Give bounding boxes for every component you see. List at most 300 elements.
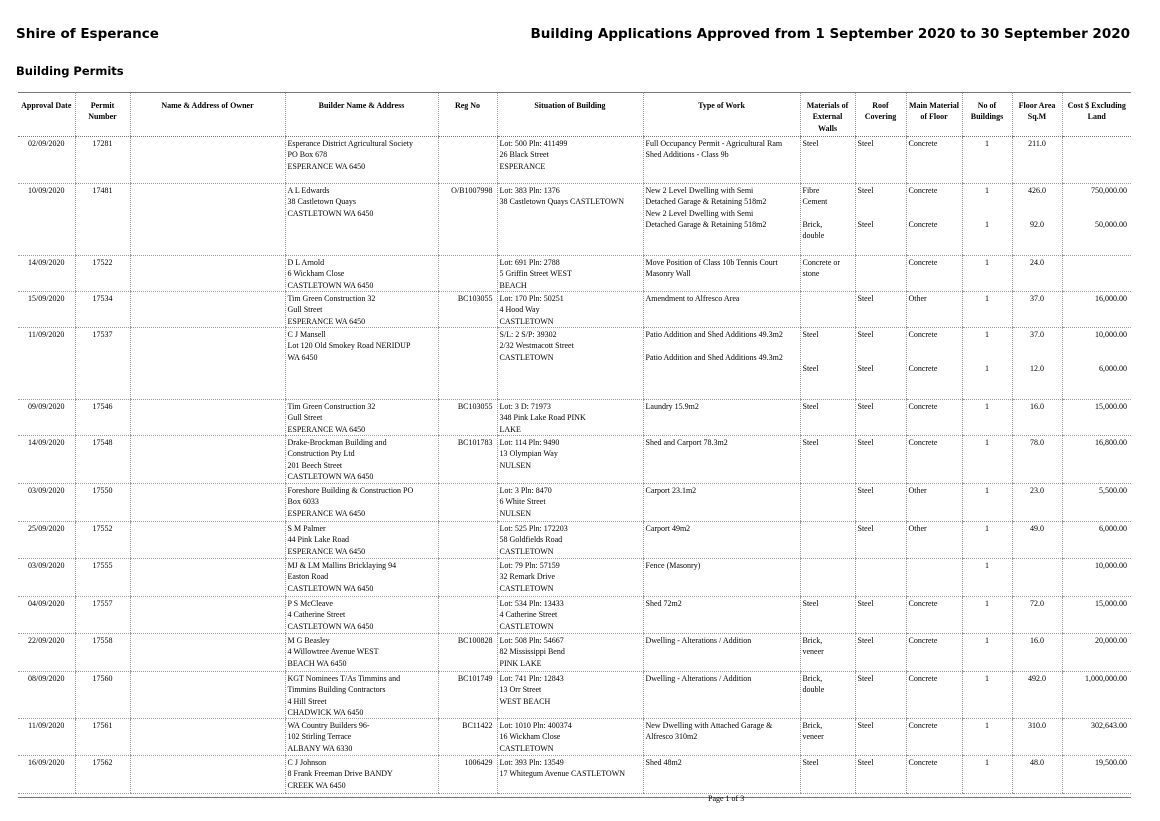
reg-cell: BC11422 — [438, 719, 497, 756]
work-cell — [643, 436, 800, 484]
situation-cell — [497, 719, 643, 756]
situation-cell — [497, 292, 643, 328]
builder-cell-line: BEACH WA 6450 — [287, 658, 347, 668]
floor-cell-line: Concrete — [908, 438, 938, 447]
owner-cell — [130, 256, 285, 292]
cost-cell-line: 1,000,000.00 — [1085, 674, 1127, 683]
situation-cell-line: 82 Mississippi Bend — [499, 647, 565, 657]
floor-cell-line: Concrete — [908, 139, 938, 148]
buildings-cell-line — [965, 352, 1010, 363]
cost-cell — [1062, 756, 1131, 794]
walls-cell — [800, 634, 855, 672]
buildings-cell-line: 1 — [985, 402, 989, 411]
reg-cell — [438, 559, 497, 597]
builder-cell-line: CASTLETOWN WA 6450 — [287, 583, 374, 593]
roof-cell — [855, 634, 906, 672]
builder-cell-line: CASTLETOWN WA 6450 — [287, 471, 374, 481]
table-row — [18, 634, 1131, 672]
col-header: Main Material of Floor — [906, 93, 962, 137]
floor-cell-line: Concrete — [908, 758, 938, 768]
floor-cell-line — [909, 208, 960, 219]
cost-cell-line: 5,500.00 — [1099, 486, 1127, 495]
area-cell-line: 37.0 — [1030, 294, 1044, 303]
situation-cell-line: ESPERANCE — [499, 161, 546, 171]
builder-cell-line: 44 Pink Lake Road — [287, 535, 350, 545]
date-cell: 15/09/2020 — [18, 292, 75, 328]
walls-cell-line: Fibre — [802, 186, 820, 195]
work-cell — [643, 522, 800, 559]
area-cell-line — [1015, 340, 1060, 351]
builder-cell-line: CASTLETOWN WA 6450 — [287, 621, 374, 631]
work-cell — [643, 137, 800, 184]
roof-cell-line: Steel — [857, 330, 874, 339]
owner-cell — [130, 672, 285, 719]
roof-cell — [855, 756, 906, 794]
date-cell: 25/09/2020 — [18, 522, 75, 559]
builder-cell-line: Easton Road — [287, 572, 329, 582]
cost-cell — [1062, 400, 1131, 436]
builder-cell-line: 6 Wickham Close — [287, 269, 345, 279]
buildings-cell-line: 1 — [985, 561, 989, 570]
work-cell-line: Laundry 15.9m2 — [645, 402, 699, 411]
table-row — [18, 484, 1131, 522]
builder-cell — [285, 292, 438, 328]
table-row — [18, 719, 1131, 756]
situation-cell-line: Lot: 114 Pln: 9490 — [499, 438, 560, 447]
builder-cell-line: Construction Pty Ltd — [287, 449, 355, 459]
builder-cell-line: Tim Green Construction 32 — [287, 402, 376, 411]
cost-cell-line — [1065, 340, 1128, 351]
cost-cell — [1062, 522, 1131, 559]
cost-cell-line: 50,000.00 — [1095, 219, 1127, 229]
buildings-cell — [962, 756, 1012, 794]
roof-cell-line — [858, 208, 904, 219]
roof-cell-line: Steel — [857, 721, 874, 731]
reg-cell — [438, 484, 497, 522]
floor-cell — [906, 597, 962, 634]
permits-table — [18, 92, 1131, 794]
situation-cell-line: 2/32 Westmacott Street — [499, 341, 574, 351]
work-cell — [643, 719, 800, 756]
buildings-cell-line: 1 — [985, 330, 989, 339]
situation-cell-line: S/L: 2 S/P: 39302 — [499, 330, 557, 339]
floor-cell-line: Concrete — [908, 402, 938, 411]
cost-cell-line: 6,000.00 — [1099, 524, 1127, 533]
owner-cell — [130, 484, 285, 522]
area-cell-line: 48.0 — [1030, 758, 1044, 768]
date-cell: 10/09/2020 — [18, 184, 75, 256]
date-cell: 11/09/2020 — [18, 719, 75, 756]
builder-cell — [285, 137, 438, 184]
buildings-cell-line: 1 — [985, 636, 989, 645]
area-cell — [1012, 597, 1062, 634]
roof-cell — [855, 719, 906, 756]
builder-cell — [285, 400, 438, 436]
col-header: Permit Number — [75, 93, 130, 137]
cost-cell-line: 10,000.00 — [1095, 561, 1127, 570]
buildings-cell-line — [965, 196, 1010, 207]
builder-cell-line: C J Mansell — [287, 330, 326, 339]
area-cell-line — [1015, 196, 1060, 207]
buildings-cell — [962, 559, 1012, 597]
work-cell-line: Shed and Carport 78.3m2 — [645, 438, 728, 447]
buildings-cell-line: 1 — [985, 758, 989, 768]
builder-cell-line: Box 6033 — [287, 497, 319, 507]
permit-cell: 17546 — [75, 400, 130, 436]
cost-cell-line: 6,000.00 — [1099, 363, 1127, 373]
builder-cell-line: S M Palmer — [287, 524, 326, 533]
situation-cell-line: 4 Catherine Street — [499, 610, 558, 620]
table-row — [18, 672, 1131, 719]
walls-cell — [800, 756, 855, 794]
roof-cell-line: Steel — [857, 674, 874, 683]
roof-cell — [855, 559, 906, 597]
table-row — [18, 522, 1131, 559]
walls-cell-line: double — [802, 231, 825, 241]
work-cell-line: Move Position of Class 10b Tennis Court — [645, 258, 778, 267]
builder-cell-line: CASTLETOWN WA 6450 — [287, 280, 374, 290]
floor-cell-line: Concrete — [908, 636, 938, 645]
buildings-cell-line: 1 — [985, 599, 989, 608]
area-cell-line — [1015, 560, 1060, 571]
area-cell — [1012, 484, 1062, 522]
walls-cell-line — [803, 208, 853, 219]
work-cell-line: New 2 Level Dwelling with Semi — [645, 186, 754, 195]
area-cell-line: 426.0 — [1028, 186, 1046, 195]
permit-cell: 17552 — [75, 522, 130, 559]
buildings-cell-line — [965, 208, 1010, 219]
permit-cell: 17550 — [75, 484, 130, 522]
area-cell — [1012, 672, 1062, 719]
buildings-cell-line: 1 — [985, 486, 989, 495]
cost-cell — [1062, 484, 1131, 522]
builder-cell-line: ESPERANCE WA 6450 — [287, 316, 366, 326]
area-cell-line: 24.0 — [1030, 258, 1044, 267]
cost-cell-line — [1065, 352, 1128, 363]
situation-cell-line: CASTLETOWN — [499, 583, 554, 593]
walls-cell — [800, 484, 855, 522]
cost-cell-line: 750,000.00 — [1091, 186, 1127, 195]
builder-cell-line: 4 Willowtree Avenue WEST — [287, 647, 379, 657]
area-cell-line: 49.0 — [1030, 524, 1044, 533]
roof-cell-line: Steel — [857, 758, 874, 768]
situation-cell-line: Lot: 525 Pln: 172203 — [499, 524, 568, 533]
work-cell-line: Patio Addition and Shed Additions 49.3m2 — [645, 330, 783, 339]
floor-cell-line: Concrete — [908, 258, 938, 267]
cost-cell-line: 10,000.00 — [1095, 330, 1127, 339]
walls-cell — [800, 522, 855, 559]
walls-cell — [800, 400, 855, 436]
walls-cell-line: Steel — [802, 758, 819, 768]
permit-cell: 17560 — [75, 672, 130, 719]
date-cell: 09/09/2020 — [18, 400, 75, 436]
cost-cell — [1062, 559, 1131, 597]
work-cell-line: Shed 48m2 — [645, 758, 682, 768]
table-row — [18, 256, 1131, 292]
area-cell-line — [1015, 352, 1060, 363]
date-cell: 14/09/2020 — [18, 436, 75, 484]
roof-cell — [855, 597, 906, 634]
table-row — [18, 436, 1131, 484]
situation-cell — [497, 137, 643, 184]
cost-cell — [1062, 292, 1131, 328]
builder-cell — [285, 597, 438, 634]
work-cell — [643, 184, 800, 256]
cost-cell — [1062, 256, 1131, 292]
roof-cell — [855, 184, 906, 256]
work-cell-line: New Dwelling with Attached Garage & — [645, 721, 773, 731]
walls-cell — [800, 184, 855, 256]
walls-cell-line — [803, 340, 853, 351]
walls-cell — [800, 256, 855, 292]
buildings-cell — [962, 484, 1012, 522]
situation-cell-line: Lot: 691 Pln: 2788 — [499, 258, 560, 267]
floor-cell — [906, 634, 962, 672]
situation-cell-line: Lot: 508 Pln: 54667 — [499, 636, 564, 645]
area-cell — [1012, 436, 1062, 484]
area-cell — [1012, 256, 1062, 292]
builder-cell — [285, 436, 438, 484]
situation-cell-line: CASTLETOWN — [499, 316, 554, 326]
cost-cell-line: 16,800.00 — [1095, 438, 1127, 447]
walls-cell — [800, 597, 855, 634]
walls-cell-line: Brick, — [802, 721, 823, 731]
situation-cell — [497, 436, 643, 484]
builder-cell-line: C J Johnson — [287, 758, 327, 768]
date-cell: 22/09/2020 — [18, 634, 75, 672]
builder-cell — [285, 634, 438, 672]
floor-cell-line — [909, 352, 960, 363]
col-header: Cost $ Excluding Land — [1062, 93, 1131, 137]
work-cell-line: New 2 Level Dwelling with Semi — [645, 208, 754, 218]
work-cell — [643, 256, 800, 292]
floor-cell-line: Concrete — [908, 219, 938, 229]
walls-cell-line — [803, 352, 853, 363]
buildings-cell-line: 1 — [985, 363, 989, 373]
walls-cell-line: Steel — [802, 139, 819, 148]
situation-cell — [497, 756, 643, 794]
situation-cell — [497, 597, 643, 634]
date-cell: 11/09/2020 — [18, 328, 75, 400]
floor-cell — [906, 756, 962, 794]
date-cell: 03/09/2020 — [18, 559, 75, 597]
buildings-cell — [962, 436, 1012, 484]
floor-cell — [906, 672, 962, 719]
buildings-cell-line: 1 — [985, 674, 989, 683]
table-row — [18, 184, 1131, 256]
situation-cell — [497, 328, 643, 400]
permit-cell: 17562 — [75, 756, 130, 794]
owner-cell — [130, 597, 285, 634]
buildings-cell-line: 1 — [985, 186, 989, 195]
walls-cell — [800, 292, 855, 328]
permit-cell: 17481 — [75, 184, 130, 256]
builder-cell — [285, 256, 438, 292]
reg-cell: 1006429 — [438, 756, 497, 794]
floor-cell-line: Other — [908, 524, 927, 533]
builder-cell-line: CREEK WA 6450 — [287, 780, 346, 790]
builder-cell-line: CASTLETOWN WA 6450 — [287, 208, 374, 218]
work-cell-line: Fence (Masonry) — [645, 561, 701, 570]
table-row — [18, 328, 1131, 400]
cost-cell-line: 20,000.00 — [1095, 636, 1127, 645]
date-cell: 14/09/2020 — [18, 256, 75, 292]
owner-cell — [130, 292, 285, 328]
situation-cell-line: PINK LAKE — [499, 658, 542, 668]
builder-cell-line: M G Beasley — [287, 636, 330, 645]
buildings-cell-line: 1 — [985, 294, 989, 303]
col-header: Roof Covering — [855, 93, 906, 137]
owner-cell — [130, 137, 285, 184]
cost-cell — [1062, 719, 1131, 756]
work-cell — [643, 400, 800, 436]
buildings-cell — [962, 634, 1012, 672]
builder-cell-line: ESPERANCE WA 6450 — [287, 161, 366, 171]
reg-cell: BC100828 — [438, 634, 497, 672]
floor-cell-line: Concrete — [908, 721, 938, 731]
builder-cell-line: ESPERANCE WA 6450 — [287, 546, 366, 556]
builder-cell-line: Tim Green Construction 32 — [287, 294, 376, 303]
builder-cell-line: 4 Catherine Street — [287, 610, 346, 620]
area-cell — [1012, 184, 1062, 256]
builder-cell-line: Lot 120 Old Smokey Road NERIDUP — [287, 341, 411, 351]
floor-cell-line — [909, 196, 960, 207]
roof-cell — [855, 137, 906, 184]
table-body — [18, 137, 1131, 794]
situation-cell-line: CASTLETOWN — [499, 621, 554, 631]
area-cell — [1012, 137, 1062, 184]
date-cell: 08/09/2020 — [18, 672, 75, 719]
col-header: Builder Name & Address — [285, 93, 438, 137]
buildings-cell-line: 1 — [985, 219, 989, 229]
roof-cell — [855, 292, 906, 328]
walls-cell-line: Brick, — [802, 636, 823, 645]
floor-cell — [906, 256, 962, 292]
buildings-cell — [962, 672, 1012, 719]
col-header: Materials of External Walls — [800, 93, 855, 137]
area-cell — [1012, 522, 1062, 559]
reg-cell — [438, 137, 497, 184]
floor-cell-line: Concrete — [908, 186, 938, 195]
builder-cell — [285, 559, 438, 597]
situation-cell-line: Lot: 383 Pln: 1376 — [499, 186, 560, 195]
walls-cell — [800, 719, 855, 756]
owner-cell — [130, 522, 285, 559]
roof-cell — [855, 256, 906, 292]
buildings-cell — [962, 184, 1012, 256]
date-cell: 16/09/2020 — [18, 756, 75, 794]
cost-cell — [1062, 328, 1131, 400]
reg-cell — [438, 597, 497, 634]
walls-cell-line: Steel — [802, 363, 819, 373]
area-cell-line: 310.0 — [1028, 721, 1046, 731]
walls-cell — [800, 436, 855, 484]
situation-cell-line: NULSEN — [499, 460, 532, 470]
builder-cell-line: D L Arnold — [287, 258, 325, 267]
area-cell-line: 16.0 — [1030, 636, 1044, 645]
builder-cell — [285, 756, 438, 794]
situation-cell-line: 16 Wickham Close — [499, 732, 561, 742]
situation-cell-line: 17 Whitegum Avenue CASTLETOWN — [499, 769, 626, 779]
roof-cell — [855, 328, 906, 400]
roof-cell-line: Steel — [857, 486, 874, 495]
page-header — [16, 26, 1130, 42]
builder-cell — [285, 522, 438, 559]
roof-cell-line: Steel — [857, 294, 874, 303]
area-cell-line: 23.0 — [1030, 486, 1044, 495]
builder-cell-line: CHADWICK WA 6450 — [287, 707, 364, 717]
builder-cell-line: ESPERANCE WA 6450 — [287, 508, 366, 518]
work-cell — [643, 597, 800, 634]
walls-cell-line: Concrete or — [802, 258, 841, 267]
situation-cell-line: 348 Pink Lake Road PINK — [499, 413, 586, 423]
situation-cell — [497, 400, 643, 436]
situation-cell — [497, 184, 643, 256]
situation-cell-line: 32 Remark Drive — [499, 572, 556, 582]
situation-cell-line: 58 Goldfields Road — [499, 535, 563, 545]
cost-cell-line: 15,000.00 — [1095, 402, 1127, 411]
walls-cell-line: Steel — [802, 438, 819, 447]
page-number: Page 1 of 3 — [708, 794, 745, 803]
cost-cell — [1062, 672, 1131, 719]
floor-cell — [906, 328, 962, 400]
situation-cell-line: 6 White Street — [499, 497, 546, 507]
roof-cell — [855, 400, 906, 436]
work-cell-line: Carport 23.1m2 — [645, 486, 697, 495]
work-cell-line: Patio Addition and Shed Additions 49.3m2 — [645, 352, 783, 362]
situation-cell — [497, 672, 643, 719]
work-cell-line: Amendment to Alfresco Area — [645, 294, 740, 303]
situation-cell-line: CASTLETOWN — [499, 352, 554, 362]
walls-cell — [800, 137, 855, 184]
work-cell-line: Alfresco 310m2 — [645, 732, 698, 742]
walls-cell-line: Brick, — [802, 219, 823, 229]
permit-cell: 17555 — [75, 559, 130, 597]
walls-cell-line: Steel — [802, 599, 819, 608]
builder-cell-line: Foreshore Building & Construction PO — [287, 486, 414, 495]
owner-cell — [130, 400, 285, 436]
table-row — [18, 400, 1131, 436]
walls-cell-line: veneer — [802, 647, 824, 657]
situation-cell-line: 4 Hood Way — [499, 305, 540, 315]
roof-cell-line — [858, 196, 904, 207]
situation-cell — [497, 256, 643, 292]
table-header-row — [18, 93, 1131, 137]
col-header: Type of Work — [643, 93, 800, 137]
date-cell: 03/09/2020 — [18, 484, 75, 522]
work-cell-line: Dwelling - Alterations / Addition — [645, 636, 752, 645]
builder-cell-line: ALBANY WA 6330 — [287, 743, 353, 753]
roof-cell — [855, 436, 906, 484]
situation-cell-line: 13 Orr Street — [499, 685, 542, 695]
buildings-cell-line: 1 — [985, 258, 989, 267]
area-cell — [1012, 719, 1062, 756]
roof-cell-line: Steel — [857, 219, 874, 229]
floor-cell — [906, 436, 962, 484]
area-cell-line: 12.0 — [1030, 363, 1044, 373]
area-cell — [1012, 756, 1062, 794]
situation-cell — [497, 484, 643, 522]
cost-cell-line: 19,500.00 — [1095, 758, 1127, 768]
situation-cell-line: Lot: 1010 Pln: 400374 — [499, 721, 572, 731]
floor-cell — [906, 484, 962, 522]
buildings-cell — [962, 137, 1012, 184]
walls-cell — [800, 672, 855, 719]
area-cell-line: 78.0 — [1030, 438, 1044, 447]
builder-cell-line: Gull Street — [287, 305, 323, 315]
area-cell — [1012, 559, 1062, 597]
work-cell — [643, 634, 800, 672]
